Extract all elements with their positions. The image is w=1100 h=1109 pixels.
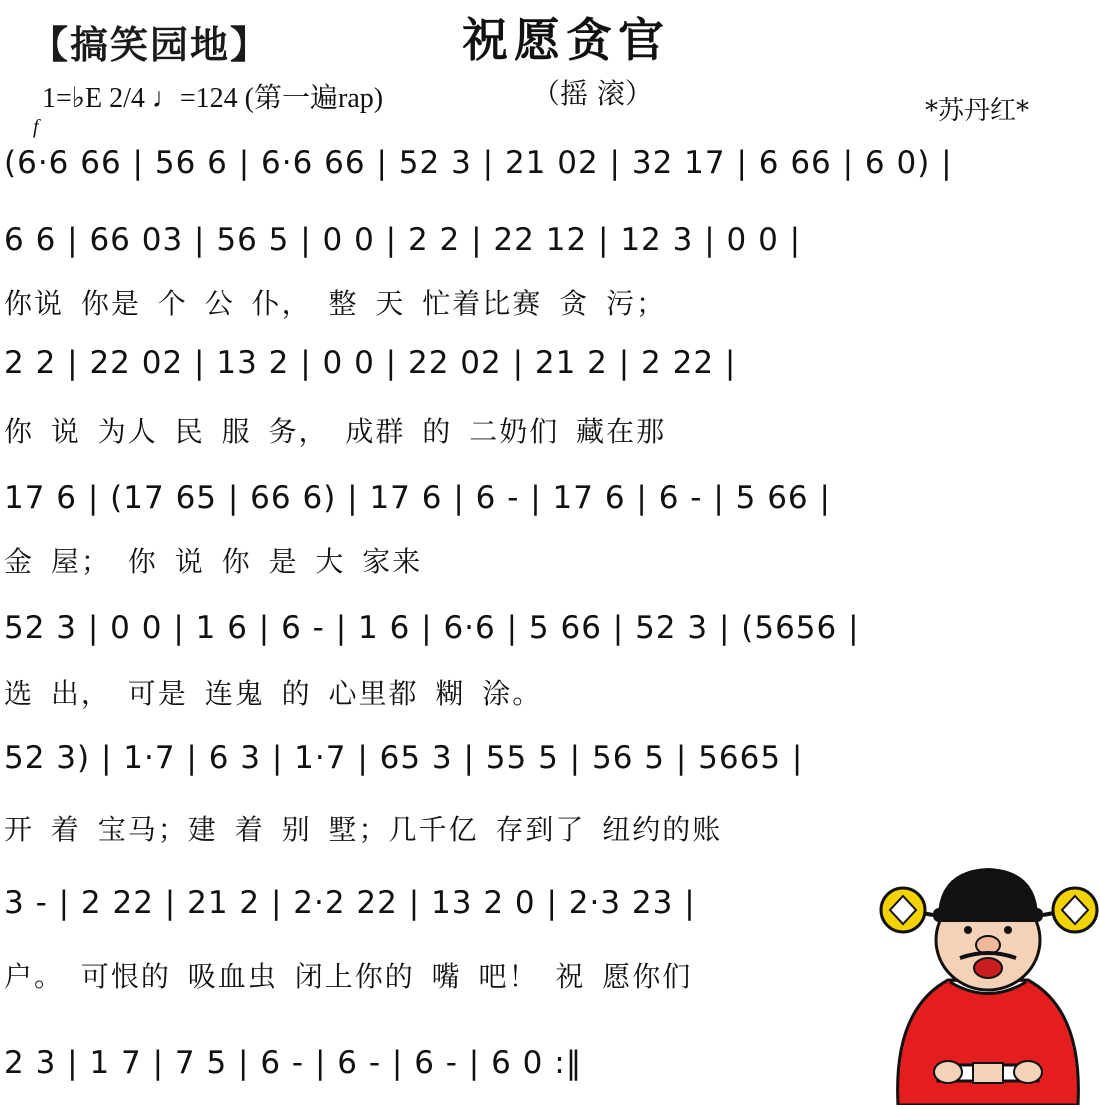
hat [938, 868, 1038, 915]
key-signature: 1=♭E 2/4 ♩=124 (第一遍rap) [42, 83, 384, 114]
lyrics-line-2: 你说 你是 个 公 仆， 整 天 忙着比赛 贪 污； [4, 287, 667, 320]
notation-line-7: 3 - | 2 22 | 21 2 | 2·2 22 | 13 2 0 | 2·3 23 | [4, 885, 696, 921]
lyrics-line-6: 开 着 宝马；建 着 别 墅；几千亿 存到了 纽约的账 [4, 813, 723, 846]
cartoon-official-illustration [878, 860, 1100, 1105]
lyrics-line-3: 你 说 为人 民 服 务， 成群 的 二奶们 藏在那 [4, 415, 667, 448]
author: *苏丹红* [925, 96, 1030, 126]
section-tag: 【搞笑园地】 [30, 23, 271, 67]
lyrics-line-7: 户。 可恨的 吸血虫 闭上你的 嘴 吧！ 祝 愿你们 [4, 960, 693, 993]
lyrics-line-4: 金 屋； 你 说 你 是 大 家来 [4, 545, 423, 578]
notation-line-1: (6·6 66 | 56 6 | 6·6 66 | 52 3 | 21 02 | 32 17 | 6 66 | 6 0) | [4, 145, 953, 181]
lyrics-line-5: 选 出， 可是 连鬼 的 心里都 糊 涂。 [4, 677, 543, 710]
notation-line-4: 17 6 | (17 65 | 66 6) | 17 6 | 6 - | 17 6 | 6 - | 5 66 | [4, 480, 831, 516]
song-title: 祝愿贪官 [462, 13, 670, 67]
dynamic-mark: f [33, 116, 39, 138]
notation-line-2: 6 6 | 66 03 | 56 5 | 0 0 | 2 2 | 22 12 | 12 3 | 0 0 | [4, 222, 802, 258]
notation-line-8: 2 3 | 1 7 | 7 5 | 6 - | 6 - | 6 - | 6 0 :‖ [4, 1045, 583, 1081]
robe [898, 980, 1079, 1105]
notation-line-3: 2 2 | 22 02 | 13 2 | 0 0 | 22 02 | 21 2 | 2 22 | [4, 345, 737, 381]
style-note: （摇 滚） [532, 77, 653, 110]
notation-line-6: 52 3) | 1·7 | 6 3 | 1·7 | 65 3 | 55 5 | 56 5 | 5665 | [4, 740, 804, 776]
notation-line-5: 52 3 | 0 0 | 1 6 | 6 - | 1 6 | 6·6 | 5 66 | 52 3 | (5656 | [4, 610, 860, 646]
